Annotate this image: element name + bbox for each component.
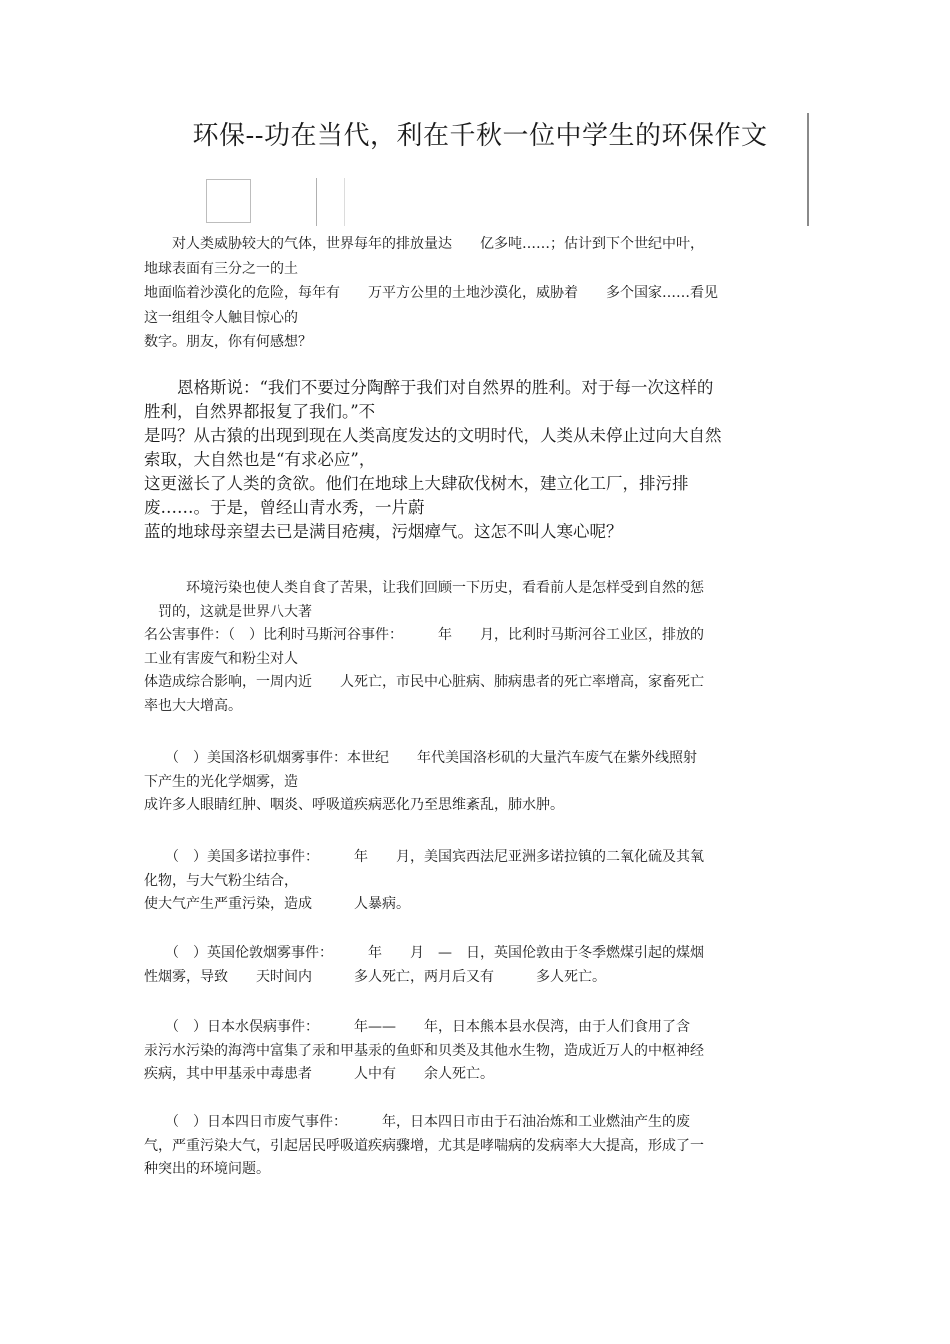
paragraph-engels (144, 376, 810, 544)
text-line: （ ）日本四日市废气事件： 年，日本四日市由于石油冶炼和工业燃油产生的废 (144, 1114, 690, 1130)
text-line: （ ）美国多诺拉事件： 年 月，美国宾西法尼亚洲多诺拉镇的二氧化硫及其氧 (144, 849, 704, 865)
text-line: 环境污染也使人类自食了苦果，让我们回顾一下历史，看看前人是怎样受到自然的惩 (144, 580, 704, 596)
text-line: 这更滋长了人类的贪欲。他们在地球上大肆砍伐树木，建立化工厂，排污排 (144, 474, 689, 493)
text-line: 数字。朋友，你有何感想？ (144, 334, 312, 350)
text-line: 胜利，自然界都报复了我们。”不 (144, 402, 376, 421)
text-line: 使大气产生严重污染，造成 人暴病。 (144, 896, 410, 912)
text-line: 索取，大自然也是“有求必应”， (144, 450, 376, 469)
text-line: 体造成综合影响，一周内近 人死亡，市民中心脏病、肺病患者的死亡率增高，家畜死亡 (144, 674, 704, 690)
text-line: 化物，与大气粉尘结合， (144, 872, 298, 889)
paragraph-london-smog (144, 942, 810, 989)
text-line: 这一组组令人触目惊心的 (144, 309, 298, 326)
text-line: （ ）美国洛杉矶烟雾事件：本世纪 年代美国洛杉矶的大量汽车废气在紫外线照射 (144, 750, 697, 766)
text-line: 气，严重污染大气，引起居民呼吸道疾病骤增，尤其是哮喘病的发病率大大提高，形成了一 (144, 1137, 704, 1154)
text-line: 地面临着沙漠化的危险，每年有 万平方公里的土地沙漠化，威胁着 多个国家……看见 (144, 285, 718, 301)
text-line: （ ）英国伦敦烟雾事件： 年 月 — 日，英国伦敦由于冬季燃煤引起的煤烟 (144, 945, 704, 961)
text-line: 名公害事件：（ ）比利时马斯河谷事件： 年 月，比利时马斯河谷工业区，排放的 (144, 627, 704, 643)
text-line: 蓝的地球母亲望去已是满目疮痍，污烟瘴气。这怎不叫人寒心呢？ (144, 522, 623, 541)
text-line: 对人类威胁较大的气体，世界每年的排放量达 亿多吨……；估计到下个世纪中叶， (144, 236, 704, 252)
text-line: 率也大大增高。 (144, 697, 242, 714)
text-line: 疾病，其中甲基汞中毒患者 人中有 余人死亡。 (144, 1066, 494, 1082)
text-line: 性烟雾，导致 天时间内 多人死亡，两月后又有 多人死亡。 (144, 968, 606, 985)
paragraph-intro (144, 232, 810, 355)
text-line: 工业有害废气和粉尘对人 (144, 650, 298, 667)
text-line: 地球表面有三分之一的土 (144, 260, 298, 277)
text-line: 是吗？从古猿的出现到现在人类高度发达的文明时代，人类从未停止过向大自然 (144, 426, 722, 445)
paragraph-la-smog (144, 747, 810, 818)
paragraph-minamata (144, 1016, 810, 1087)
text-line: 种突出的环境问题。 (144, 1161, 270, 1177)
paragraph-yokkaichi (144, 1111, 810, 1182)
paragraph-donora (144, 846, 810, 917)
text-line: 恩格斯说：“我们不要过分陶醉于我们对自然界的胜利。对于每一次这样的 (144, 378, 714, 397)
text-line: 汞污水污染的海湾中富集了汞和甲基汞的鱼虾和贝类及其他水生物，造成近万人的中枢神经 (144, 1042, 704, 1059)
text-line: 废……。于是，曾经山青水秀，一片蔚 (144, 498, 425, 517)
text-line: 成许多人眼睛红肿、咽炎、呼吸道疾病恶化乃至思维紊乱，肺水肿。 (144, 797, 564, 813)
divider-line (316, 178, 317, 226)
divider-line (344, 178, 345, 226)
image-placeholder (206, 179, 251, 223)
margin-rule (807, 113, 809, 226)
text-line: 下产生的光化学烟雾，造 (144, 773, 298, 790)
page-title: 环保--功在当代，利在千秋一位中学生的环保作文 (192, 121, 768, 151)
text-line: （ ）日本水俣病事件： 年—— 年，日本熊本县水俣湾，由于人们食用了含 (144, 1019, 690, 1035)
paragraph-history (144, 577, 810, 718)
text-line: 罚的，这就是世界八大著 (144, 603, 312, 620)
